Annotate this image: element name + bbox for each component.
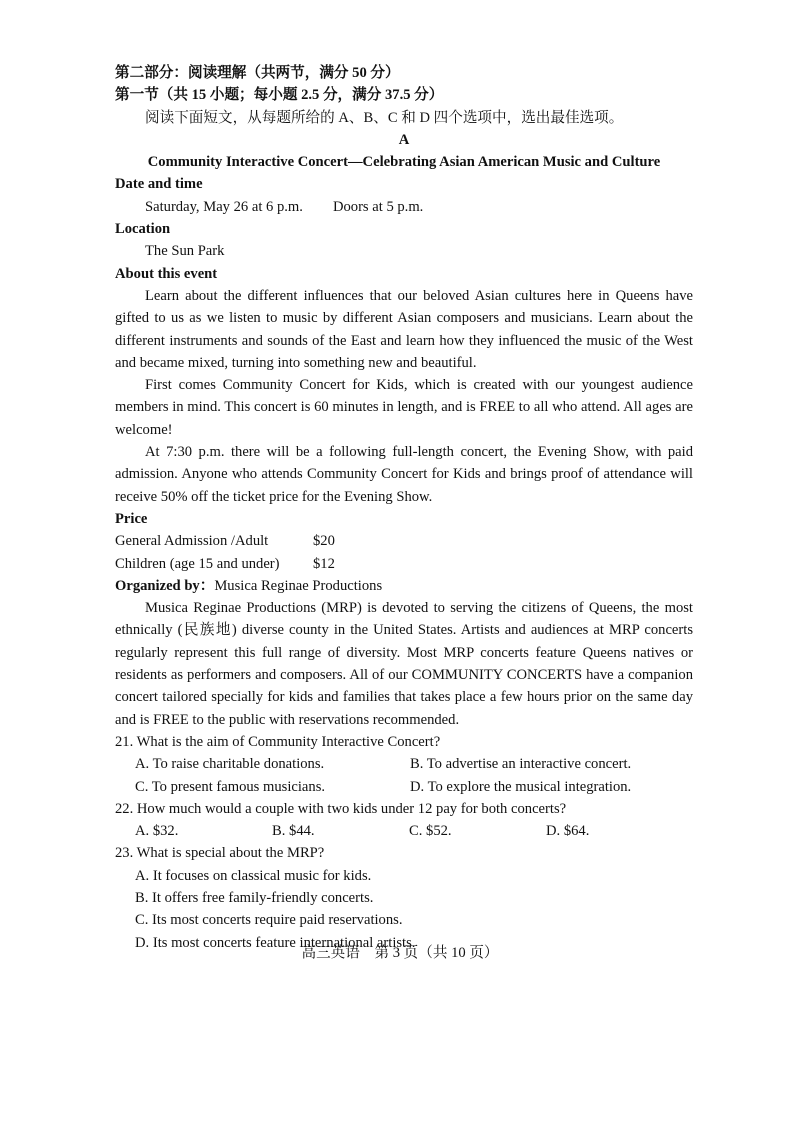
- about-paragraph-3: At 7:30 p.m. there will be a following full-length concert, the Evening Show, with paid admission. Anyone who attends Community Concert for Kids and brings proof of attendance will receive 50% off the ticket price for the Evening Show.: [115, 444, 693, 505]
- option: C. To present famous musicians.: [135, 778, 326, 795]
- option: D. $64.: [546, 823, 590, 840]
- option: C. Its most concerts require paid reservations.: [135, 912, 403, 929]
- option: B. $44.: [272, 823, 315, 840]
- option: A. $32.: [135, 823, 179, 840]
- doors: Doors at 5 p.m.: [332, 198, 424, 215]
- page-footer: 高三英语 第 3 页（共 10 页）: [301, 945, 499, 961]
- price-row: [115, 553, 693, 575]
- price-label: Children (age 15 and under): [115, 555, 280, 572]
- organizer-line: [115, 575, 693, 597]
- option: B. To advertise an interactive concert.: [410, 756, 632, 773]
- instruction: 阅读下面短文，从每题所给的 A、B、C 和 D 四个选项中，选出最佳选项。: [145, 109, 624, 126]
- about-paragraph-1: Learn about the different influences that our beloved Asian cultures here in Queens have gifted to us as we listen to music by different Asian composers and musicians. Learn about the different instruments and sounds of the East and learn how they influenced the music of the West and became mixed, turning into something new and beautiful.: [115, 287, 693, 371]
- question-21: 21. What is the aim of Community Interactive Concert?: [115, 733, 441, 750]
- location-heading: Location: [115, 221, 171, 238]
- price-label: General Admission /Adult: [115, 533, 269, 550]
- section-heading: 第一节（共 15 小题；每小题 2.5 分，满分 37.5 分）: [115, 87, 444, 104]
- date-line: [115, 196, 693, 218]
- passage-label: A: [398, 131, 410, 148]
- organizer: Musica Reginae Productions: [214, 577, 383, 594]
- option: C. $52.: [409, 823, 452, 840]
- options: [115, 776, 693, 798]
- date: Saturday, May 26 at 6 p.m.: [145, 198, 303, 215]
- about-paragraph-2: First comes Community Concert for Kids, which is created with our youngest audience members in mind. This concert is 60 minutes in length, and is FREE to all who attend. All ages are welcome!: [115, 377, 693, 438]
- part-heading: 第二部分：阅读理解（共两节，满分 50 分）: [115, 65, 400, 81]
- organizer-label: Organized by：: [115, 577, 215, 594]
- date-heading: Date and time: [115, 176, 203, 193]
- question-23: 23. What is special about the MRP?: [115, 845, 325, 862]
- price-heading: Price: [115, 510, 148, 527]
- options: [115, 820, 693, 842]
- question-22: 22. How much would a couple with two kids under 12 pay for both concerts?: [115, 800, 567, 817]
- passage-title: Community Interactive Concert—Celebrating Asian American Music and Culture: [147, 154, 661, 171]
- option: D. To explore the musical integration.: [410, 778, 632, 795]
- price-value: $20: [313, 533, 335, 550]
- exam-page: [115, 62, 693, 954]
- about-heading: About this event: [115, 265, 218, 282]
- option: A. It focuses on classical music for kids.: [135, 867, 372, 884]
- mrp-paragraph: Musica Reginae Productions (MRP) is devoted to serving the citizens of Queens, the most ethnically (民族地) diverse county in the United States. Artists and audiences at MRP concerts regularly represent this full range of diversity. Most MRP concerts feature Queens natives or residents as performers and composers. All of our COMMUNITY CONCERTS have a companion concert tailored specially for kids and families that takes place a few hours prior on the same day and is FREE to the public with reservations recommended.: [115, 600, 693, 728]
- options: [115, 753, 693, 775]
- option: B. It offers free family-friendly concerts.: [135, 889, 374, 906]
- price-row: [115, 530, 693, 552]
- location: The Sun Park: [145, 243, 225, 260]
- price-value: $12: [313, 555, 335, 572]
- option: D. Its most concerts feature international artists.: [135, 934, 416, 951]
- option: A. To raise charitable donations.: [135, 756, 325, 773]
